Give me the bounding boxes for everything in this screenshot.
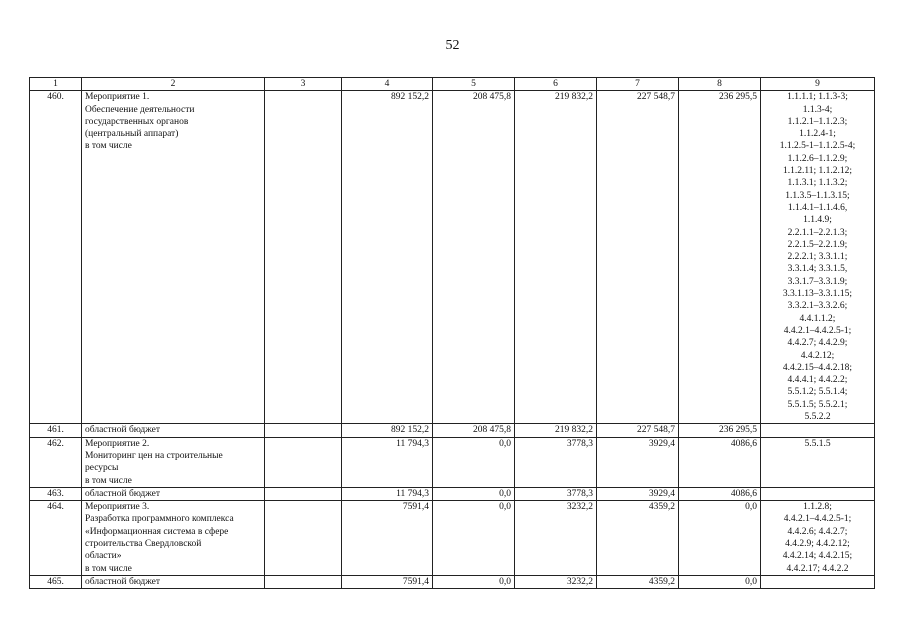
description-line: Мероприятие 1.	[85, 92, 150, 103]
target-ref-line: 5.5.1.5	[804, 438, 831, 449]
description-cell	[82, 91, 265, 424]
description-line: в том числе	[85, 475, 132, 486]
header-cell: 4	[342, 78, 433, 91]
row-number-cell: 460.	[30, 91, 82, 424]
target-refs-cell	[761, 501, 875, 576]
target-ref-line: 1.1.2.8;	[803, 502, 832, 513]
description-line: строительства Свердловской	[85, 538, 202, 549]
row-number-cell: 461.	[30, 424, 82, 437]
value-cell-v7: 227 548,7	[597, 91, 679, 424]
col3-cell	[265, 487, 342, 500]
value-cell-v4: 892 152,2	[342, 424, 433, 437]
description-line: в том числе	[85, 141, 132, 152]
target-ref-line: 4.4.2.14; 4.4.2.15;	[782, 551, 853, 562]
target-ref-line: 2.2.1.5–2.2.1.9;	[787, 239, 848, 250]
table-row	[30, 437, 875, 487]
col3-cell	[265, 91, 342, 424]
target-ref-line: 1.1.3.5–1.1.3.15;	[785, 190, 850, 201]
col3-cell	[265, 575, 342, 588]
value-cell-v7: 3929,4	[597, 437, 679, 487]
value-cell-v5: 0,0	[433, 501, 515, 576]
col3-cell	[265, 437, 342, 487]
target-ref-line: 4.4.2.12;	[800, 350, 835, 361]
value-cell-v4: 11 794,3	[342, 487, 433, 500]
value-cell-v6: 3778,3	[515, 437, 597, 487]
table-row	[30, 424, 875, 437]
target-ref-line: 2.2.2.1; 3.3.1.1;	[787, 252, 848, 263]
description-line: областной бюджет	[85, 425, 161, 436]
value-cell-v5: 208 475,8	[433, 91, 515, 424]
target-ref-line: 4.4.2.6; 4.4.2.7;	[787, 526, 848, 537]
row-number-cell: 462.	[30, 437, 82, 487]
header-cell: 8	[679, 78, 761, 91]
value-cell-v4: 7591,4	[342, 575, 433, 588]
description-cell	[82, 575, 265, 588]
target-ref-line: 1.1.4.9;	[803, 215, 832, 226]
target-ref-line: 5.5.1.5; 5.5.2.1;	[787, 399, 848, 410]
description-line: Мероприятие 3.	[85, 502, 150, 513]
value-cell-v7: 4359,2	[597, 575, 679, 588]
header-cell: 2	[82, 78, 265, 91]
value-cell-v8: 236 295,5	[679, 91, 761, 424]
value-cell-v8: 0,0	[679, 575, 761, 588]
row-number-cell: 463.	[30, 487, 82, 500]
value-cell-v4: 892 152,2	[342, 91, 433, 424]
header-cell: 9	[761, 78, 875, 91]
target-refs-cell	[761, 424, 875, 437]
target-ref-line: 2.2.1.1–2.2.1.3;	[787, 227, 848, 238]
target-ref-line: 4.4.2.1–4.4.2.5-1;	[783, 514, 852, 525]
target-ref-line: 1.1.2.1–1.1.2.3;	[787, 116, 848, 127]
col3-cell	[265, 424, 342, 437]
value-cell-v8: 4086,6	[679, 437, 761, 487]
table-row	[30, 575, 875, 588]
value-cell-v4: 11 794,3	[342, 437, 433, 487]
target-ref-line: 3.3.1.13–3.3.1.15;	[782, 289, 853, 300]
target-ref-line: 4.4.2.15–4.4.2.18;	[782, 362, 853, 373]
value-cell-v7: 227 548,7	[597, 424, 679, 437]
table-row	[30, 91, 875, 424]
header-cell: 6	[515, 78, 597, 91]
value-cell-v8: 0,0	[679, 501, 761, 576]
description-line: Мониторинг цен на строительные	[85, 450, 223, 461]
value-cell-v8: 236 295,5	[679, 424, 761, 437]
target-ref-line: 4.4.2.17; 4.4.2.2	[786, 563, 849, 574]
description-line: областной бюджет	[85, 576, 161, 587]
description-line: Разработка программного комплекса	[85, 514, 234, 525]
target-ref-line: 1.1.3-4;	[802, 104, 833, 115]
target-ref-line: 5.5.2.2	[804, 412, 831, 423]
description-line: государственных органов	[85, 116, 189, 127]
target-refs-cell	[761, 91, 875, 424]
target-ref-line: 3.3.1.4; 3.3.1.5,	[787, 264, 848, 275]
header-cell: 3	[265, 78, 342, 91]
value-cell-v6: 219 832,2	[515, 424, 597, 437]
description-cell	[82, 487, 265, 500]
target-ref-line: 1.1.3.1; 1.1.3.2;	[787, 178, 848, 189]
header-cell: 5	[433, 78, 515, 91]
description-cell	[82, 424, 265, 437]
header-cell: 7	[597, 78, 679, 91]
target-ref-line: 1.1.2.4-1;	[799, 129, 836, 140]
value-cell-v6: 3778,3	[515, 487, 597, 500]
col3-cell	[265, 501, 342, 576]
value-cell-v4: 7591,4	[342, 501, 433, 576]
header-cell: 1	[30, 78, 82, 91]
description-line: Обеспечение деятельности	[85, 104, 195, 115]
value-cell-v8: 4086,6	[679, 487, 761, 500]
value-cell-v5: 0,0	[433, 487, 515, 500]
description-line: «Информационная система в сфере	[85, 526, 229, 537]
description-line: Мероприятие 2.	[85, 438, 150, 449]
target-ref-line: 4.4.2.1–4.4.2.5-1;	[783, 325, 852, 336]
target-ref-line: 4.4.1.1.2;	[799, 313, 836, 324]
value-cell-v6: 219 832,2	[515, 91, 597, 424]
target-ref-line: 1.1.2.11; 1.1.2.12;	[782, 166, 853, 177]
budget-table	[29, 77, 875, 589]
target-refs-cell	[761, 487, 875, 500]
table-row	[30, 501, 875, 576]
value-cell-v5: 208 475,8	[433, 424, 515, 437]
target-ref-line: 5.5.1.2; 5.5.1.4;	[787, 387, 848, 398]
description-line: области»	[85, 551, 122, 562]
value-cell-v6: 3232,2	[515, 501, 597, 576]
description-line: ресурсы	[85, 463, 119, 474]
target-ref-line: 4.4.4.1; 4.4.2.2;	[787, 375, 848, 386]
target-ref-line: 3.3.2.1–3.3.2.6;	[787, 301, 848, 312]
header-row	[30, 78, 875, 91]
target-ref-line: 1.1.2.6–1.1.2.9;	[787, 153, 848, 164]
target-refs-cell	[761, 575, 875, 588]
description-cell	[82, 501, 265, 576]
description-cell	[82, 437, 265, 487]
value-cell-v5: 0,0	[433, 437, 515, 487]
target-ref-line: 4.4.2.7; 4.4.2.9;	[787, 338, 848, 349]
target-ref-line: 1.1.2.5-1–1.1.2.5-4;	[779, 141, 856, 152]
description-line: в том числе	[85, 563, 132, 574]
target-ref-line: 1.1.1.1; 1.1.3-3;	[787, 92, 848, 103]
page-number: 52	[445, 38, 460, 53]
value-cell-v6: 3232,2	[515, 575, 597, 588]
row-number-cell: 464.	[30, 501, 82, 576]
target-ref-line: 3.3.1.7–3.3.1.9;	[787, 276, 848, 287]
target-ref-line: 1.1.4.1–1.1.4.6,	[787, 202, 848, 213]
table-row	[30, 487, 875, 500]
row-number-cell: 465.	[30, 575, 82, 588]
table-body	[30, 91, 875, 589]
description-line: (центральный аппарат)	[85, 129, 179, 140]
value-cell-v7: 3929,4	[597, 487, 679, 500]
value-cell-v5: 0,0	[433, 575, 515, 588]
target-refs-cell	[761, 437, 875, 487]
description-line: областной бюджет	[85, 488, 161, 499]
target-ref-line: 4.4.2.9; 4.4.2.12;	[785, 538, 850, 549]
value-cell-v7: 4359,2	[597, 501, 679, 576]
